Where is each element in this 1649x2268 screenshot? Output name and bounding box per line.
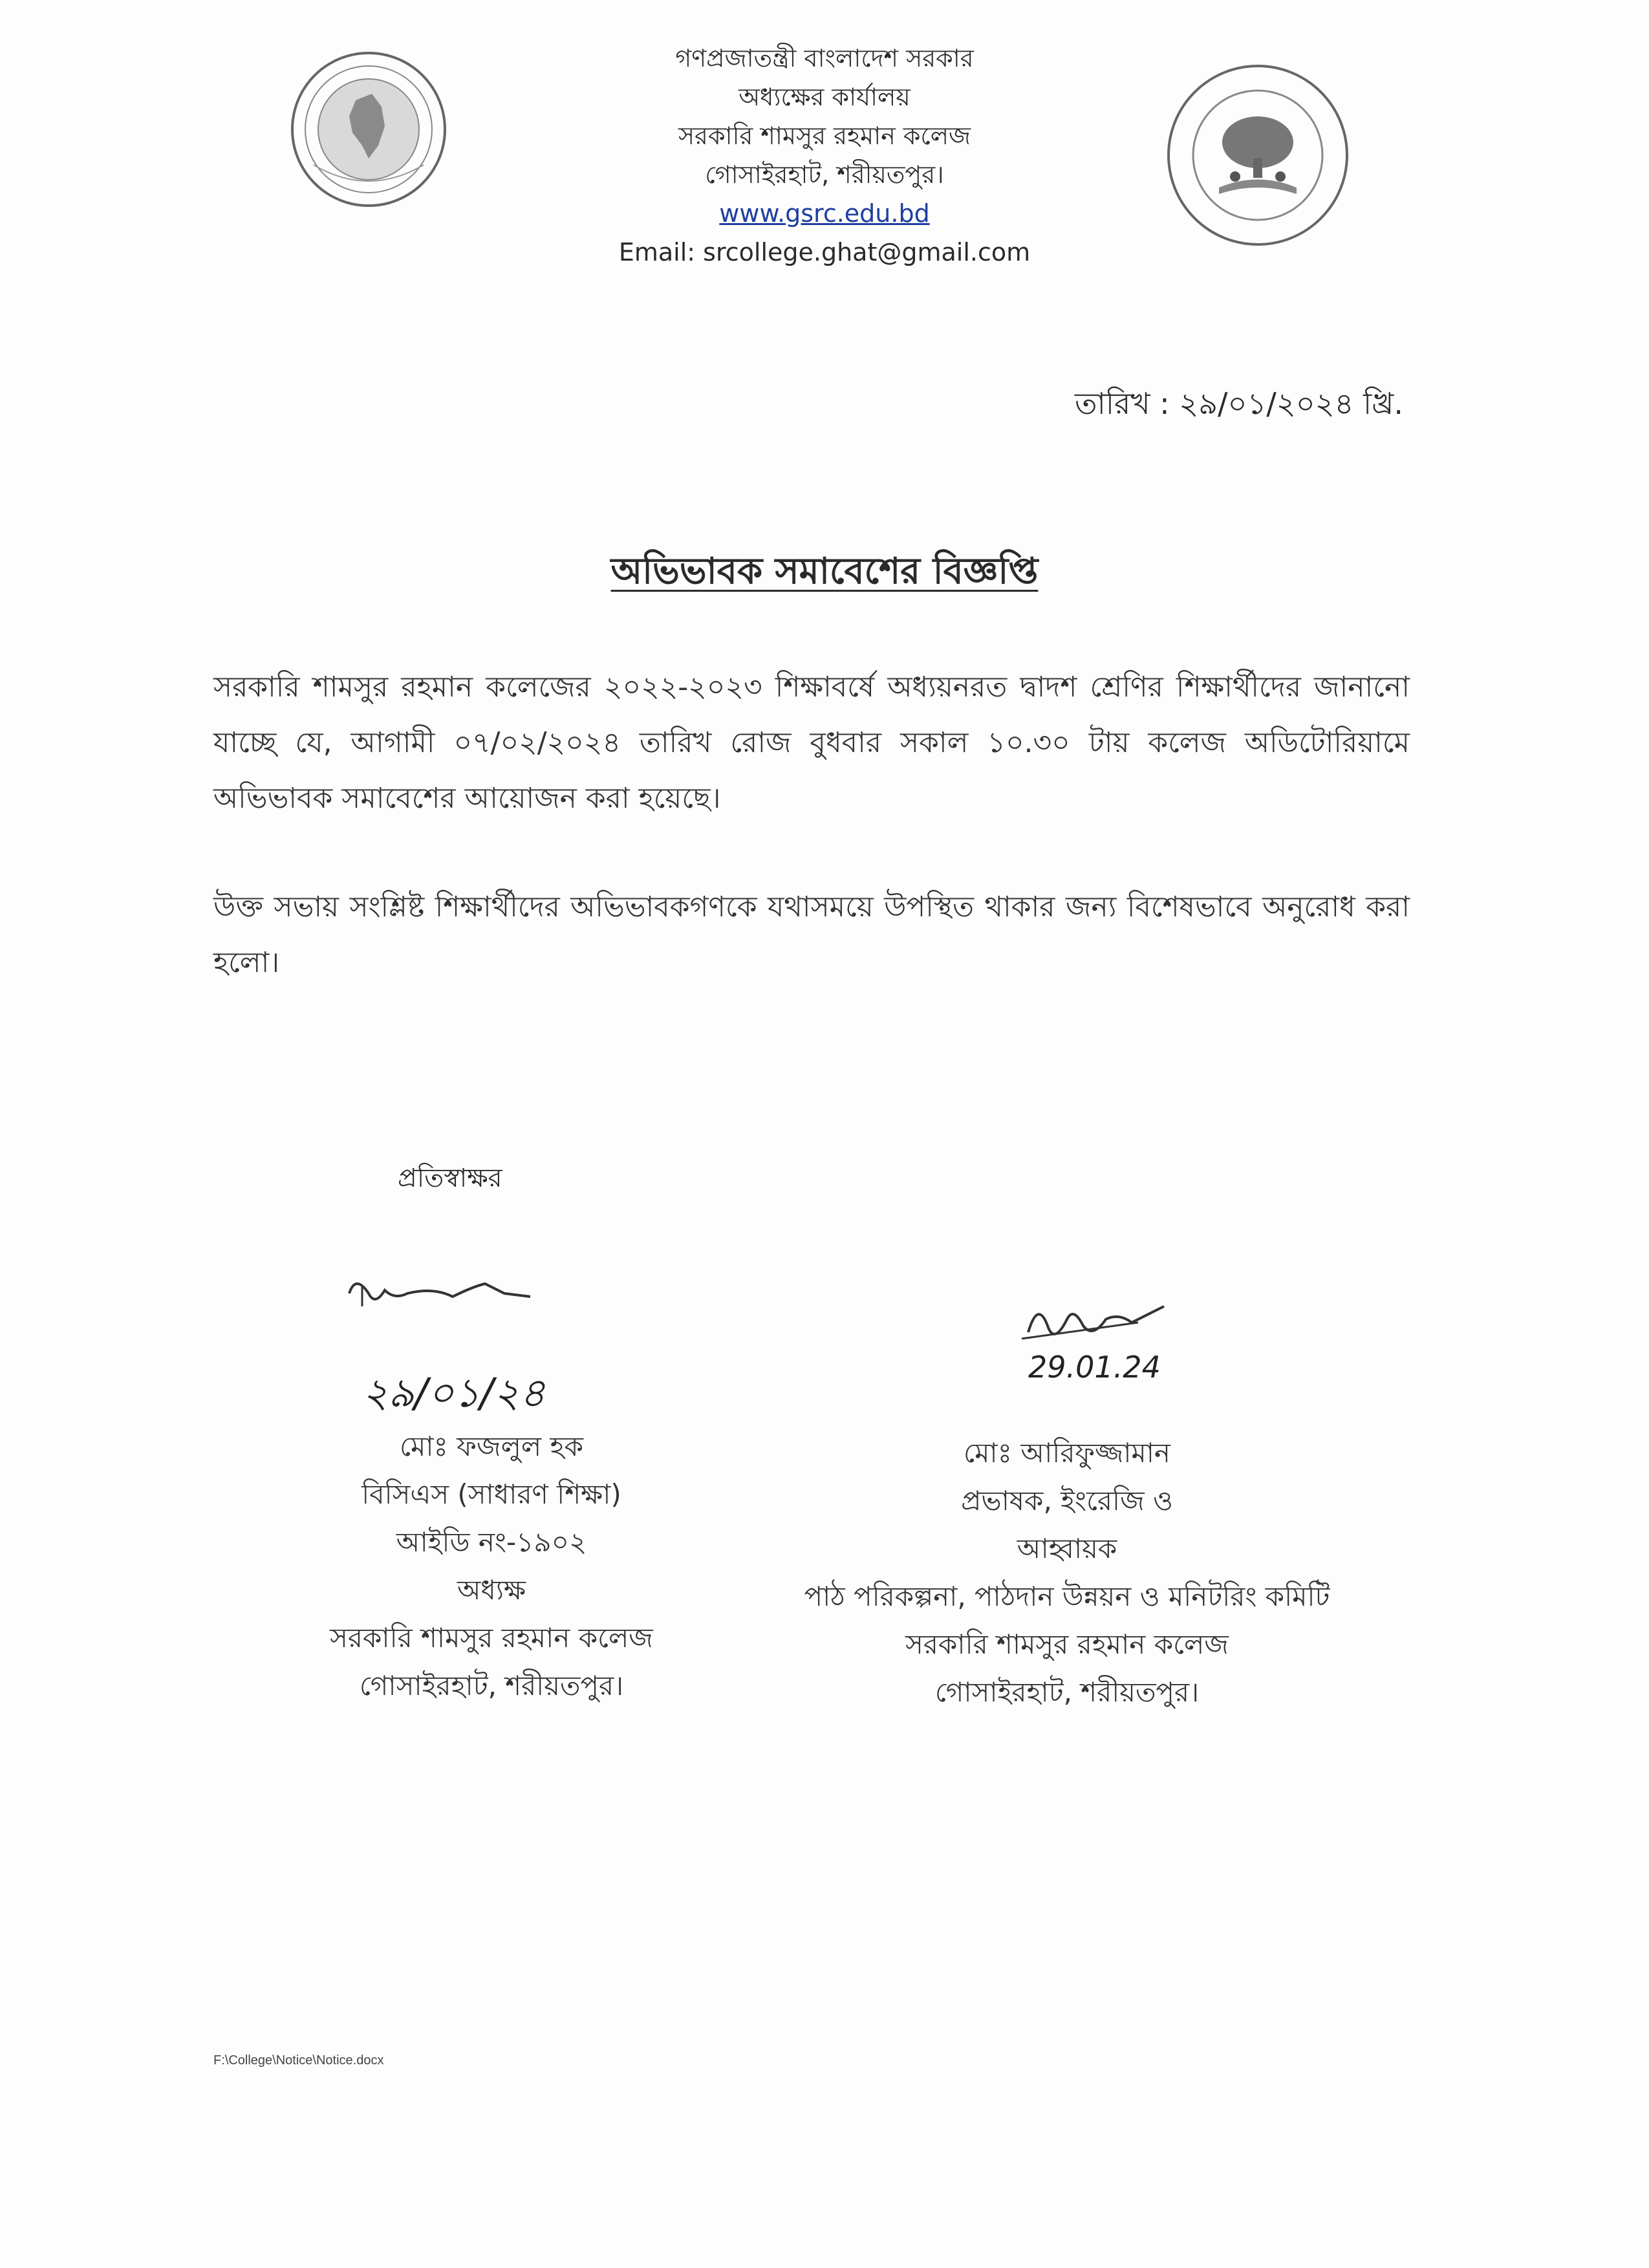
convener-signatory-block [744,1429,1390,1716]
website-link[interactable]: www.gsrc.edu.bd [719,199,930,228]
principal-designation: অধ্যক্ষ [457,1574,526,1606]
notice-title-text: অভিভাবক সমাবেশের বিজ্ঞপ্তি [610,550,1039,592]
document-file-path: F:\College\Notice\Notice.docx [213,2053,384,2068]
principal-institution: সরকারি শামসুর রহমান কলেজ [330,1622,653,1654]
college-address: গোসাইরহাট, শরীয়তপুর। [705,160,944,189]
convener-name: মোঃ আরিফুজ্জামান [964,1437,1170,1469]
office-name: অধ্যক্ষের কার্যালয় [738,83,911,111]
education-emblem-icon [1164,61,1352,249]
notice-paragraph-2: উক্ত সভায় সংশ্লিষ্ট শিক্ষার্থীদের অভিভাবকগণকে যথাসময়ে উপস্থিত থাকার জন্য বিশেষভাবে অনুরোধ করা হলো। [213,891,1410,979]
government-seal-icon [288,49,449,210]
principal-id: আইডি নং-১৯০২ [396,1526,587,1558]
notice-title [0,543,1649,604]
principal-name: মোঃ ফজলুল হক [400,1431,583,1462]
principal-signatory-block [220,1423,763,1710]
principal-address: গোসাইরহাট, শরীয়তপুর। [359,1670,624,1701]
convener-institution: সরকারি শামসুর রহমান কলেজ [905,1628,1229,1660]
convener-committee: পাঠ পরিকল্পনা, পাঠদান উন্নয়ন ও মনিটরিং কমিটি [804,1581,1330,1612]
convener-role: আহ্বায়ক [1017,1533,1117,1564]
principal-signature [323,1268,621,1442]
convener-designation: প্রভাষক, ইংরেজি ও [961,1485,1173,1517]
notice-paragraph-1: সরকারি শামসুর রহমান কলেজের ২০২২-২০২৩ শিক্ষাবর্ষে অধ্যয়নরত দ্বাদশ শ্রেণির শিক্ষার্থীদের জানানো যাচ্ছে যে, আগামী ০৭/০২/২০২৪ তারিখ রোজ বুধবার সকাল ১০.৩০ টায় কলেজ অডিটোরিয়ামে অভিভাবক সমাবেশের আয়োজন করা হয়েছে। [213,671,1410,815]
government-name: গণপ্রজাতন্ত্রী বাংলাদেশ সরকার [675,44,974,72]
email-address: Email: srcollege.ghat@gmail.com [618,238,1031,266]
college-name: সরকারি শামসুর রহমান কলেজ [678,122,971,150]
principal-cadre: বিসিএস (সাধারণ শিক্ষা) [361,1478,621,1510]
convener-signature-date: 29.01.24 [1028,1350,1161,1385]
convener-address: গোসাইরহাট, শরীয়তপুর। [934,1676,1200,1708]
letterhead [485,39,1164,272]
notice-date: তারিখ : ২৯/০১/২০২৪ খ্রি. [1075,386,1403,421]
principal-signature-date: ২৯/০১/২৪ [362,1369,546,1416]
countersign-label: প্রতিস্বাক্ষর [398,1163,502,1193]
convener-signature [1009,1287,1255,1403]
